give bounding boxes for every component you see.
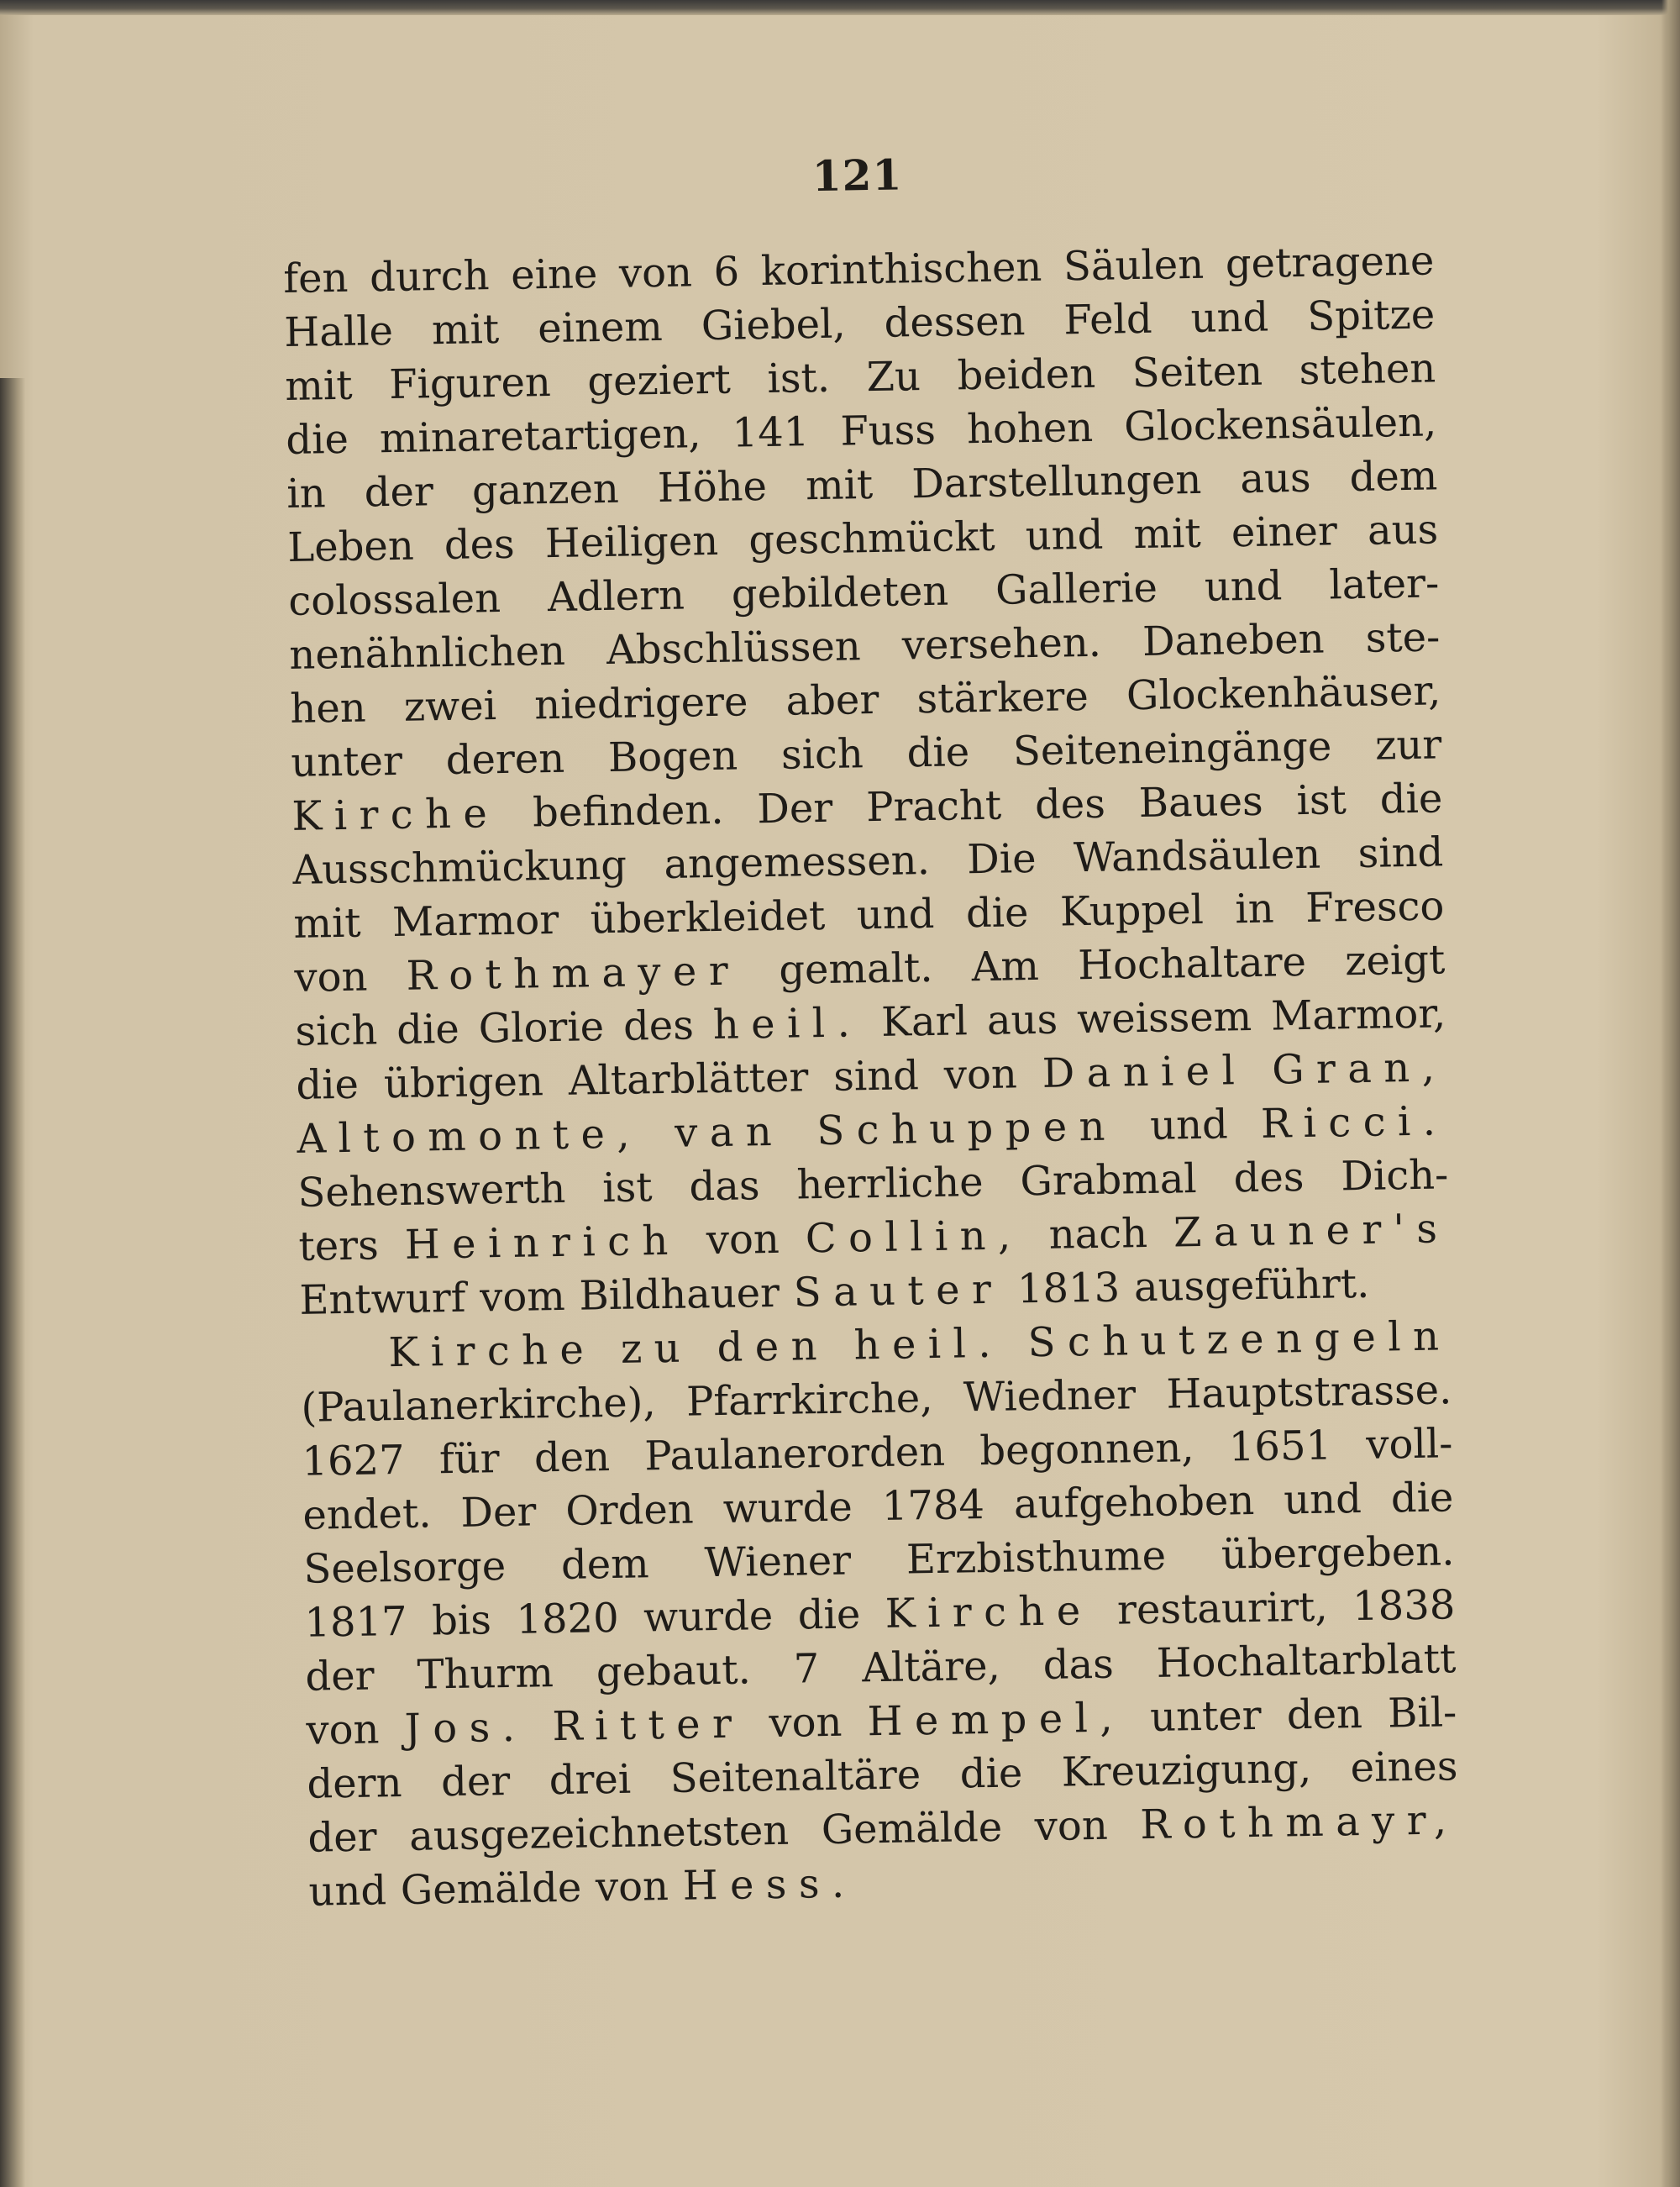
body-text bbox=[283, 234, 1460, 1918]
word: hen bbox=[289, 684, 367, 733]
word: übrigen bbox=[383, 1058, 544, 1108]
page-number: 121 bbox=[811, 150, 903, 202]
word: Säulen bbox=[1063, 240, 1205, 291]
word: Pfarrkirche, bbox=[685, 1375, 933, 1426]
word: eine bbox=[510, 250, 598, 299]
word: die bbox=[906, 728, 970, 777]
word: den bbox=[533, 1433, 611, 1482]
word: gebildeten bbox=[731, 567, 949, 618]
word: voll- bbox=[1365, 1420, 1453, 1469]
word: Glockensäulen, bbox=[1123, 398, 1437, 451]
word: Rothmayer bbox=[406, 947, 741, 1000]
word: Der bbox=[756, 784, 833, 833]
word: durch bbox=[369, 252, 490, 302]
word: 1817 bbox=[304, 1597, 408, 1647]
word: ausgeführt. bbox=[1133, 1259, 1370, 1312]
word: gemalt. bbox=[778, 944, 933, 994]
word: Adlern bbox=[547, 571, 685, 622]
word: ganzen bbox=[471, 465, 620, 515]
word: Feld bbox=[1063, 295, 1153, 344]
printed-page bbox=[281, 133, 1461, 1999]
word: Collin, bbox=[805, 1212, 1023, 1263]
word: 6 bbox=[713, 248, 740, 296]
word: Bil- bbox=[1387, 1689, 1457, 1738]
word: mit bbox=[293, 899, 362, 948]
word: hohen bbox=[966, 403, 1094, 454]
word: heil. bbox=[712, 999, 863, 1049]
word: das bbox=[689, 1162, 760, 1211]
word: des bbox=[444, 520, 516, 570]
word: Seelsorge bbox=[303, 1543, 507, 1593]
word: Kreuzigung, bbox=[1061, 1744, 1312, 1796]
word: endet. bbox=[302, 1490, 432, 1539]
word: den bbox=[1286, 1690, 1363, 1739]
word: der bbox=[305, 1652, 375, 1701]
word: Daneben bbox=[1142, 615, 1325, 665]
word: aber bbox=[785, 676, 879, 725]
word: versehen. bbox=[901, 618, 1102, 670]
word: sich bbox=[295, 1007, 378, 1055]
word: fen bbox=[282, 254, 349, 302]
word: die bbox=[965, 889, 1029, 938]
word: Seiteneingänge bbox=[1012, 723, 1332, 775]
word: zeigt bbox=[1344, 936, 1446, 986]
word: befinden. bbox=[532, 786, 724, 837]
word: wurde bbox=[722, 1483, 853, 1532]
word: minaretartigen, bbox=[379, 410, 701, 463]
word: 1651 bbox=[1228, 1422, 1332, 1471]
word: Entwurf bbox=[299, 1274, 466, 1324]
word: und bbox=[856, 890, 935, 939]
word: korinthischen bbox=[760, 243, 1042, 296]
word: Altomonte, bbox=[297, 1110, 643, 1163]
word: Ausschmückung bbox=[292, 841, 627, 894]
word: Gran, bbox=[1271, 1044, 1447, 1094]
word: aufgehoben bbox=[1013, 1477, 1255, 1528]
word: 1627 bbox=[302, 1436, 406, 1485]
word: zur bbox=[1374, 721, 1442, 770]
word: Heiligen bbox=[544, 517, 719, 568]
word: übergeben. bbox=[1221, 1527, 1455, 1579]
word: Sehenswerth bbox=[297, 1164, 566, 1217]
word: weissem bbox=[1076, 992, 1252, 1044]
word: für bbox=[438, 1435, 501, 1484]
word: 1820 bbox=[516, 1594, 620, 1643]
word: ste- bbox=[1365, 613, 1441, 662]
word: dem bbox=[560, 1540, 650, 1589]
word: Dich- bbox=[1340, 1151, 1449, 1201]
word: in bbox=[1234, 885, 1275, 933]
word: und bbox=[1283, 1475, 1362, 1524]
word: Wiedner bbox=[963, 1371, 1137, 1422]
word: Der bbox=[460, 1488, 537, 1537]
word: Glockenhäuser, bbox=[1126, 667, 1441, 720]
word: Schuppen bbox=[816, 1102, 1118, 1155]
word: Orden bbox=[564, 1485, 695, 1535]
word: 1813 bbox=[1016, 1264, 1121, 1313]
word: bis bbox=[431, 1596, 492, 1645]
word: Baues bbox=[1138, 777, 1264, 828]
word: Abschlüssen bbox=[606, 623, 862, 674]
word: Zauner's bbox=[1173, 1205, 1450, 1257]
word: Ritter bbox=[552, 1700, 744, 1751]
word: Giebel, bbox=[701, 300, 847, 350]
word: die bbox=[285, 415, 349, 464]
word: eines bbox=[1350, 1743, 1458, 1792]
word: colossalen bbox=[287, 574, 501, 625]
word: stärkere bbox=[916, 672, 1089, 723]
word: der bbox=[440, 1757, 511, 1806]
word: aus bbox=[1239, 454, 1311, 503]
word: die bbox=[797, 1590, 861, 1639]
word: stehen bbox=[1299, 344, 1436, 394]
word: Paulanerorden bbox=[643, 1427, 946, 1480]
word: die bbox=[1379, 775, 1443, 823]
word: von bbox=[943, 1050, 1018, 1099]
word: 1838 bbox=[1352, 1581, 1456, 1631]
word: ters bbox=[298, 1222, 380, 1270]
word: ausgezeichnetsten bbox=[408, 1806, 790, 1860]
word: von bbox=[595, 1863, 669, 1911]
word: die bbox=[296, 1060, 360, 1109]
word: Heinrich bbox=[404, 1217, 681, 1269]
word: Hauptstrasse. bbox=[1166, 1366, 1452, 1418]
word: den bbox=[717, 1322, 830, 1372]
word: Jos. bbox=[404, 1703, 528, 1753]
word: Grabmal bbox=[1020, 1155, 1198, 1206]
word: niedrigere bbox=[533, 678, 748, 729]
word: getragene bbox=[1225, 237, 1435, 288]
word: Glorie bbox=[478, 1003, 605, 1053]
word: Zu bbox=[866, 353, 921, 402]
word: Hess. bbox=[682, 1859, 857, 1910]
word: Pracht bbox=[865, 781, 1002, 832]
word: Altarblätter bbox=[568, 1054, 809, 1105]
word: Schutzengeln bbox=[1027, 1312, 1452, 1367]
word: überkleidet bbox=[590, 891, 826, 944]
word: von bbox=[618, 249, 693, 297]
word: Darstellungen bbox=[911, 455, 1202, 508]
word: Halle bbox=[283, 307, 394, 356]
word: Gemälde bbox=[821, 1803, 1003, 1854]
word: Seiten bbox=[1131, 347, 1263, 397]
word: ist bbox=[601, 1164, 653, 1212]
word: Figuren bbox=[388, 358, 552, 409]
word: zu bbox=[620, 1324, 693, 1373]
word: wurde bbox=[643, 1592, 774, 1642]
word: Gallerie bbox=[995, 564, 1158, 614]
word: Wandsäulen bbox=[1073, 830, 1321, 882]
word: der bbox=[307, 1813, 378, 1862]
word: dem bbox=[1349, 452, 1438, 502]
word: Daniel bbox=[1042, 1047, 1247, 1097]
word: angemessen. bbox=[663, 836, 931, 888]
word: unter bbox=[1149, 1691, 1263, 1741]
word: Spitze bbox=[1306, 291, 1436, 340]
word: Bogen bbox=[607, 732, 738, 781]
word: von bbox=[706, 1215, 780, 1264]
word: Gemälde bbox=[400, 1864, 582, 1915]
word: von bbox=[1034, 1801, 1109, 1851]
word: nach bbox=[1048, 1209, 1148, 1259]
word: Hochaltarblatt bbox=[1156, 1635, 1457, 1687]
word: Kirche bbox=[885, 1587, 1093, 1638]
word: des bbox=[1034, 780, 1106, 829]
word: 141 bbox=[732, 408, 810, 457]
word: Erzbisthume bbox=[906, 1532, 1167, 1584]
word: Sauter bbox=[793, 1265, 1004, 1317]
word: in bbox=[286, 470, 327, 518]
word: von bbox=[306, 1706, 380, 1754]
word: mit bbox=[284, 361, 353, 410]
word: Kirche bbox=[388, 1326, 596, 1377]
word: restaurirt, bbox=[1116, 1583, 1329, 1634]
word: geschmückt bbox=[748, 513, 996, 565]
word: Kuppel bbox=[1059, 886, 1205, 936]
word: nenähnlichen bbox=[288, 627, 566, 679]
word: Hempel, bbox=[867, 1694, 1126, 1746]
word: einer bbox=[1231, 507, 1338, 557]
word: zwei bbox=[403, 682, 497, 731]
word: Marmor bbox=[391, 896, 559, 947]
word: unter bbox=[290, 737, 403, 786]
book-top-edge bbox=[0, 0, 1680, 15]
word: 7 bbox=[793, 1645, 820, 1693]
word: Höhe bbox=[657, 462, 768, 513]
word: begonnen, bbox=[979, 1424, 1194, 1475]
word: und bbox=[1204, 562, 1283, 611]
word: van bbox=[674, 1107, 785, 1157]
word: deren bbox=[445, 734, 565, 785]
word: Rothmayr, bbox=[1139, 1796, 1459, 1849]
word: mit bbox=[1133, 509, 1202, 559]
word: beiden bbox=[957, 350, 1096, 400]
word: herrliche bbox=[796, 1159, 984, 1209]
word: die bbox=[959, 1749, 1023, 1798]
word: ist bbox=[1296, 776, 1347, 825]
word: ist. bbox=[767, 354, 831, 402]
word: Seitenaltäre bbox=[669, 1751, 921, 1802]
word: Karl bbox=[880, 997, 969, 1046]
word: dessen bbox=[884, 297, 1026, 347]
word: mit bbox=[805, 460, 874, 510]
word: geziert bbox=[586, 355, 732, 406]
word: von bbox=[294, 953, 368, 1001]
word: und bbox=[1149, 1101, 1229, 1149]
page-right-edge bbox=[1662, 0, 1680, 2187]
word: Am bbox=[971, 942, 1040, 991]
word: sind bbox=[832, 1052, 920, 1101]
book-binding-edge bbox=[0, 378, 25, 2187]
word: Kirche bbox=[291, 790, 500, 840]
word: aus bbox=[1367, 506, 1439, 555]
word: der bbox=[364, 468, 434, 517]
word: drei bbox=[549, 1755, 632, 1805]
word: aus bbox=[986, 996, 1058, 1044]
word: Fresco bbox=[1305, 882, 1445, 932]
word: Bildhauer bbox=[579, 1269, 780, 1320]
word: later- bbox=[1328, 560, 1440, 609]
word: sich bbox=[780, 730, 864, 779]
word: die bbox=[1390, 1474, 1454, 1522]
word: vom bbox=[479, 1272, 566, 1322]
word: sind bbox=[1357, 828, 1444, 877]
word: Marmor, bbox=[1270, 990, 1446, 1040]
word: von bbox=[769, 1698, 843, 1748]
word: Hochaltare bbox=[1077, 938, 1307, 990]
word: heil. bbox=[853, 1319, 1004, 1370]
word: und bbox=[308, 1867, 387, 1916]
word: Die bbox=[966, 834, 1037, 884]
word: dern bbox=[307, 1759, 402, 1808]
word: Fuss bbox=[840, 406, 937, 455]
word: Altäre, bbox=[861, 1642, 1001, 1692]
word: Ricci. bbox=[1260, 1097, 1448, 1148]
word: das bbox=[1042, 1640, 1115, 1689]
word: (Paulanerkirche), bbox=[301, 1379, 657, 1432]
word: gebaut. bbox=[596, 1646, 752, 1696]
word: einem bbox=[537, 302, 664, 353]
word: und bbox=[1025, 511, 1104, 560]
word: des bbox=[622, 1001, 695, 1050]
word: und bbox=[1190, 293, 1269, 343]
word: Thurm bbox=[417, 1649, 554, 1699]
word: Wiener bbox=[704, 1537, 852, 1587]
word: 1784 bbox=[881, 1481, 985, 1530]
word: mit bbox=[431, 305, 500, 355]
word: des bbox=[1233, 1154, 1305, 1202]
word: Leben bbox=[286, 522, 415, 571]
word: die bbox=[396, 1005, 460, 1054]
